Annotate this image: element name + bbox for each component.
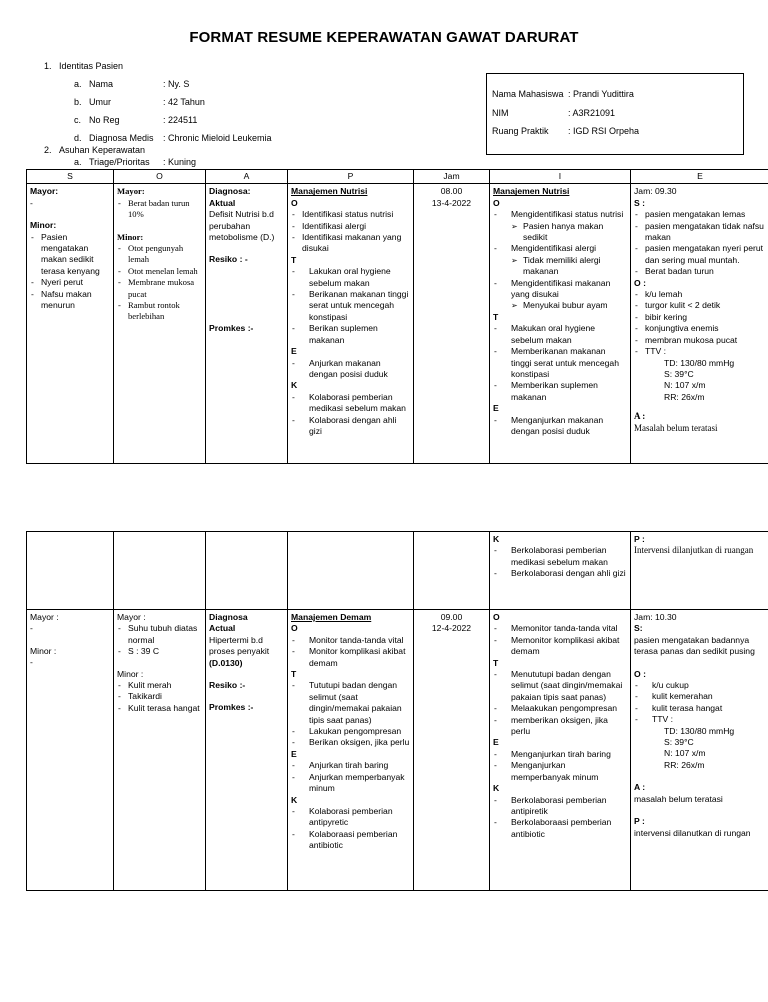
student-room-value: : IGD RSI Orpeha xyxy=(568,126,640,136)
identity-value-noreg: : 224511 xyxy=(163,115,198,125)
cell-subjective: Mayor : - Minor : - xyxy=(27,610,114,891)
student-info-box xyxy=(486,73,744,155)
document-title: FORMAT RESUME KEPERAWATAN GAWAT DARURAT xyxy=(189,29,579,46)
cell-objective: Mayor: - Berat badan turun 10% Minor: - Otot pengunyah lemah - Otot menelan lemah - Membrane mukosa pucat - Rambut rontok berlebihan xyxy=(114,184,206,464)
cell-evaluation: Jam: 09.30 S : - pasien mengatakan lemas - pasien mengatakan tidak nafsu makan - pasien mengatakan nyeri perut dan sering mual muntah. - Berat badan turun O : - k/u lemah - turgor kulit < 2 detik - bibir kering - konjungtiva enemis - membran mukosa pucat - TTV : TD: 130/80 mmHg S: 39°C N: 107 x/m RR: 26x/m A : Masalah belum teratasi xyxy=(631,184,768,464)
identity-label-nama: Nama xyxy=(89,79,114,89)
cell-implementation: O - Memonitor tanda-tanda vital - Memonitor komplikasi akibat demam T - Menututupi badan dengan selimut (saat dingin/memakai pakaian tipis saat panas) - Melaakukan pengompresan - memberikan oksigen, jika perlu E - Menganjurkan tirah baring - Menganjurkan memperbanyak minum K - Berkolaborasi pemberian antipiretik - Berkolaboraasi pemberian antibiotic xyxy=(490,610,631,891)
table-row xyxy=(27,184,768,464)
header-jam: Jam xyxy=(414,170,490,184)
student-nim-label: NIM xyxy=(492,108,509,118)
header-a: A xyxy=(206,170,288,184)
identity-value-diagnosa: : Chronic Mieloid Leukemia xyxy=(163,133,272,143)
header-o: O xyxy=(114,170,206,184)
cell-planning: Manajemen Nutrisi O - Identifikasi status nutrisi - Identifikasi alergi - Identifikasi makanan yang disukai T - Lakukan oral hygiene sebelum makan - Berikanan makanan tinggi serat untuk mencegah konstipasi - Berikan suplemen makanan E - Anjurkan makanan dengan posisi duduk K - Kolaborasi pemberian medikasi sebelum makan - Kolaborasi dengan ahli gizi xyxy=(288,184,414,464)
identity-letter: c. xyxy=(74,115,82,125)
asuhan-table-1 xyxy=(26,169,768,464)
header-p: P xyxy=(288,170,414,184)
cell-implementation: Manajemen Nutrisi O - Mengidentifikasi status nutrisi ➢ Pasien hanya makan sedikit - Mengidentifikasi alergi ➢ Tidak memiliki alergi makanan - Mengidentifikasi makanan yang disukai ➢ Menyukai bubur ayam T - Makukan oral hygiene sebelum makan - Memberikanan makanan tinggi serat untuk mencegah konstipasi - Memberikan suplemen makanan E - Menganjurkan makanan dengan posisi duduk xyxy=(490,184,631,464)
table-header-row xyxy=(27,170,768,184)
cell-implementation: K - Berkolaborasi pemberian medikasi sebelum makan - Berkolaborasi dengan ahli gizi xyxy=(490,532,631,610)
identity-letter: b. xyxy=(74,97,82,107)
cell-jam: 09.00 12-4-2022 xyxy=(414,610,490,891)
identity-letter: d. xyxy=(74,133,82,143)
cell-subjective: Mayor: - Minor: - Pasien mengatakan makan sedikit terasa kenyang - Nyeri perut - Nafsu makan menurun xyxy=(27,184,114,464)
cell-empty xyxy=(288,532,414,610)
cell-planning: Manajemen Demam O - Monitor tanda-tanda vital - Monitor komplikasi akibat demam T - Tututupi badan dengan selimut (saat dingin/memakai pakaian tipis saat panas) - Lakukan pengompresan - Berikan oksigen, jika perlu E - Anjurkan tirah baring - Anjurkan memperbanyak minum K - Kolaborasi pemberian antipyretic - Kolaboraasi pemberian antibiotic xyxy=(288,610,414,891)
cell-assessment: Diagnosa: Aktual Defisit Nutrisi b.d perubahan metobolisme (D.) Resiko : - Promkes :- xyxy=(206,184,288,464)
cell-empty xyxy=(206,532,288,610)
section-asuhan-keperawatan: Asuhan Keperawatan xyxy=(59,145,146,155)
identity-value-nama: : Ny. S xyxy=(163,79,190,89)
student-name-label: Nama Mahasiswa xyxy=(492,89,564,99)
identity-label-noreg: No Reg xyxy=(89,115,120,125)
cell-jam: 08.00 13-4-2022 xyxy=(414,184,490,464)
header-e: E xyxy=(631,170,768,184)
identity-label-umur: Umur xyxy=(89,97,111,107)
header-s: S xyxy=(27,170,114,184)
student-room-label: Ruang Praktik xyxy=(492,126,549,136)
cell-evaluation: P : Intervensi dilanjutkan di ruangan xyxy=(631,532,768,610)
asuhan-table-2 xyxy=(26,531,768,891)
identity-letter: a. xyxy=(74,79,82,89)
cell-evaluation: Jam: 10.30 S: pasien mengatakan badannya terasa panas dan sedikit pusing O : - k/u cukup - kulit kemerahan - kulit terasa hangat - TTV : TD: 130/80 mmHg S: 39°C N: 107 x/m RR: 26x/m A : masalah belum teratasi P : intervensi dilanutkan di rungan xyxy=(631,610,768,891)
cell-empty xyxy=(414,532,490,610)
table-row xyxy=(27,610,768,891)
cell-empty xyxy=(27,532,114,610)
section-identitas-pasien: Identitas Pasien xyxy=(59,61,124,71)
header-i: I xyxy=(490,170,631,184)
table-row xyxy=(27,532,768,610)
student-nim-value: : A3R21091 xyxy=(568,108,616,118)
identity-label-diagnosa: Diagnosa Medis xyxy=(89,133,154,143)
triage-letter: a. xyxy=(74,157,82,167)
section-number-2: 2. xyxy=(44,145,52,155)
cell-objective: Mayor : - Suhu tubuh diatas normal - S : 39 C Minor : - Kulit merah - Takikardi - Kulit terasa hangat xyxy=(114,610,206,891)
cell-assessment: Diagnosa Actual Hipertermi b.d proses penyakit (D.0130) Resiko :- Promkes :- xyxy=(206,610,288,891)
triage-value: : Kuning xyxy=(163,157,197,167)
section-number-1: 1. xyxy=(44,61,52,71)
triage-label: Triage/Prioritas xyxy=(89,157,150,167)
cell-empty xyxy=(114,532,206,610)
identity-value-umur: : 42 Tahun xyxy=(163,97,205,107)
student-name-value: : Prandi Yudittira xyxy=(568,89,634,99)
